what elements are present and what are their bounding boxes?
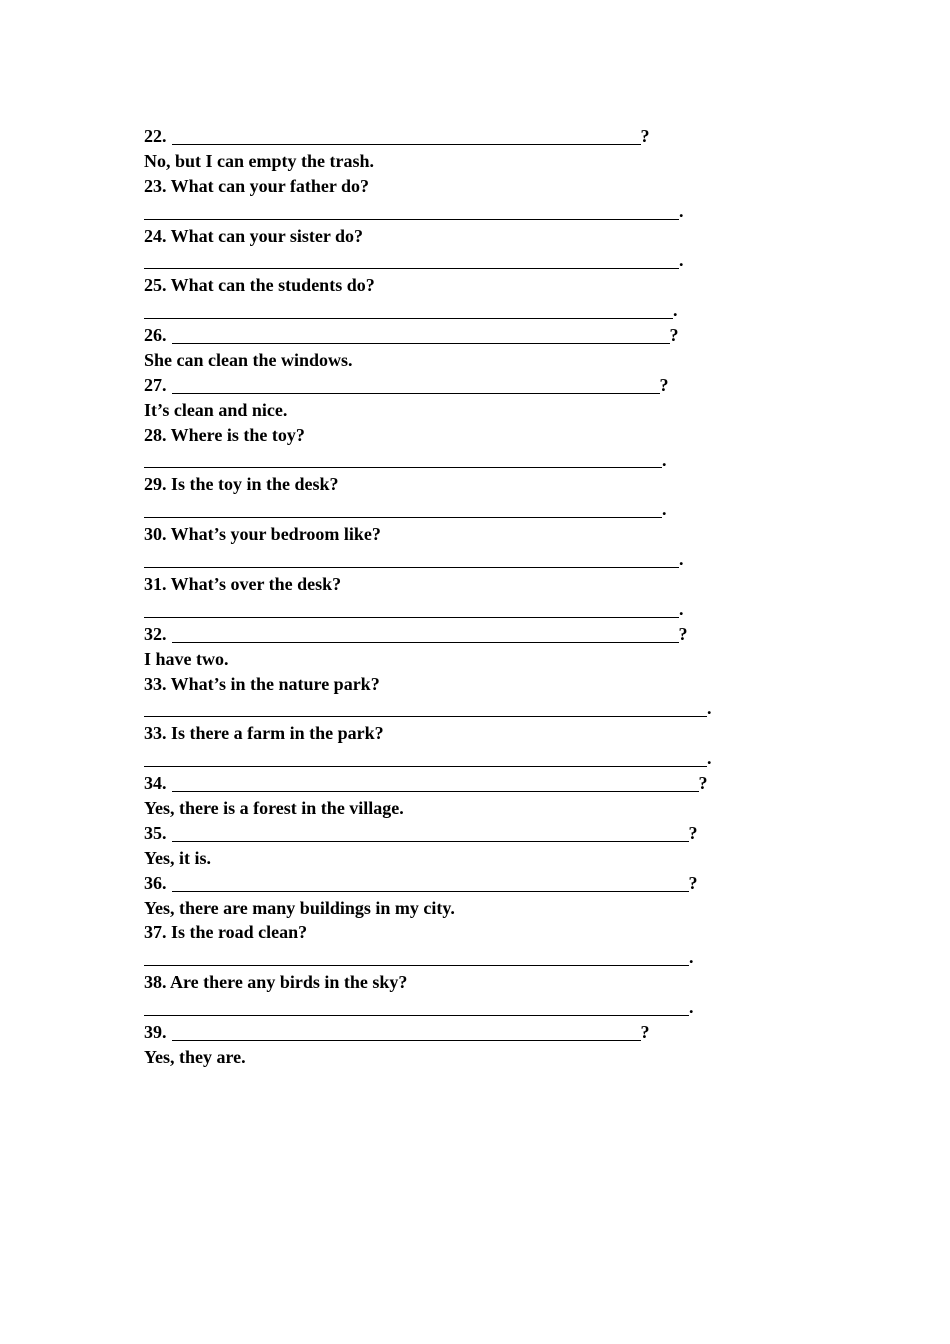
answer-blank[interactable] — [144, 501, 662, 518]
question-number: 35. — [144, 822, 167, 843]
question-number: 34. — [144, 773, 167, 794]
question-number: 39. — [144, 1022, 167, 1043]
answer-blank[interactable] — [172, 626, 679, 643]
question-number: 27. — [144, 374, 167, 395]
line-text: 33. Is there a farm in the park? — [144, 723, 384, 744]
end-punctuation: ? — [688, 872, 698, 893]
line-text: Yes, there are many buildings in my city. — [144, 897, 455, 918]
text-line — [144, 348, 864, 373]
answer-blank[interactable] — [144, 949, 689, 966]
end-punctuation: . — [689, 947, 694, 968]
answer-blank[interactable] — [172, 1024, 641, 1041]
answer-blank[interactable] — [172, 327, 670, 344]
end-punctuation: . — [679, 200, 684, 221]
end-punctuation: ? — [640, 125, 650, 146]
line-text: 38. Are there any birds in the sky? — [144, 972, 408, 993]
line-text: 23. What can your father do? — [144, 175, 370, 196]
answer-blank[interactable] — [172, 128, 641, 145]
text-line — [144, 796, 864, 821]
line-text: 24. What can your sister do? — [144, 225, 364, 246]
answer-blank-line — [144, 248, 864, 273]
text-line — [144, 846, 864, 871]
line-text: Yes, they are. — [144, 1046, 246, 1067]
question-blank-line — [144, 821, 864, 846]
line-text: I have two. — [144, 648, 229, 669]
text-line — [144, 672, 864, 697]
line-text: Yes, there is a forest in the village. — [144, 798, 404, 819]
answer-blank-line — [144, 746, 864, 771]
end-punctuation: . — [662, 449, 667, 470]
answer-blank-line — [144, 497, 864, 522]
question-blank-line — [144, 871, 864, 896]
question-blank-line — [144, 373, 864, 398]
question-number: 22. — [144, 125, 167, 146]
end-punctuation: ? — [659, 374, 669, 395]
text-line — [144, 647, 864, 672]
text-line — [144, 174, 864, 199]
end-punctuation: . — [679, 549, 684, 570]
end-punctuation: . — [679, 598, 684, 619]
line-text: 37. Is the road clean? — [144, 922, 308, 943]
answer-blank-line — [144, 547, 864, 572]
line-text: No, but I can empty the trash. — [144, 150, 375, 171]
text-line — [144, 921, 864, 946]
end-punctuation: . — [679, 250, 684, 271]
end-punctuation: ? — [698, 773, 708, 794]
answer-blank[interactable] — [144, 601, 679, 618]
answer-blank-line — [144, 597, 864, 622]
text-line — [144, 149, 864, 174]
line-text: It’s clean and nice. — [144, 399, 288, 420]
question-blank-line — [144, 124, 864, 149]
text-line — [144, 472, 864, 497]
line-text: She can clean the windows. — [144, 350, 353, 370]
end-punctuation: . — [707, 748, 712, 769]
answer-blank[interactable] — [144, 451, 662, 468]
answer-blank-line — [144, 696, 864, 721]
answer-blank[interactable] — [144, 551, 679, 568]
answer-blank[interactable] — [144, 750, 707, 767]
answer-blank[interactable] — [144, 252, 679, 269]
question-blank-line — [144, 323, 864, 348]
text-line — [144, 1045, 864, 1070]
answer-blank-line — [144, 448, 864, 473]
answer-blank[interactable] — [144, 302, 673, 319]
answer-blank[interactable] — [144, 999, 689, 1016]
text-line — [144, 423, 864, 448]
end-punctuation: . — [662, 499, 667, 520]
line-text: Yes, it is. — [144, 847, 211, 868]
question-blank-line — [144, 1020, 864, 1045]
text-line — [144, 398, 864, 423]
text-line — [144, 721, 864, 746]
text-line — [144, 224, 864, 249]
line-text: 28. Where is the toy? — [144, 424, 305, 445]
answer-blank-line — [144, 199, 864, 224]
answer-blank[interactable] — [172, 377, 660, 394]
end-punctuation: . — [689, 997, 694, 1018]
text-line — [144, 522, 864, 547]
end-punctuation: ? — [678, 623, 688, 644]
line-text: 30. What’s your bedroom like? — [144, 524, 381, 545]
line-text: 25. What can the students do? — [144, 275, 375, 296]
text-line — [144, 896, 864, 921]
end-punctuation: . — [707, 698, 712, 719]
end-punctuation: . — [673, 300, 678, 321]
question-number: 26. — [144, 325, 167, 346]
text-line — [144, 970, 864, 995]
answer-blank-line — [144, 298, 864, 323]
question-blank-line — [144, 771, 864, 796]
text-line — [144, 572, 864, 597]
end-punctuation: ? — [640, 1022, 650, 1043]
answer-blank-line — [144, 995, 864, 1020]
answer-blank-line — [144, 945, 864, 970]
text-line — [144, 273, 864, 298]
end-punctuation: ? — [688, 822, 698, 843]
worksheet-page — [144, 124, 864, 1070]
line-text: 31. What’s over the desk? — [144, 574, 342, 595]
question-blank-line — [144, 622, 864, 647]
answer-blank[interactable] — [144, 203, 679, 220]
answer-blank[interactable] — [172, 825, 689, 842]
answer-blank[interactable] — [172, 875, 689, 892]
question-number: 36. — [144, 872, 167, 893]
answer-blank[interactable] — [172, 775, 699, 792]
line-text: 29. Is the toy in the desk? — [144, 474, 339, 495]
line-text: 33. What’s in the nature park? — [144, 673, 380, 694]
answer-blank[interactable] — [144, 700, 707, 717]
end-punctuation: ? — [669, 325, 679, 346]
question-number: 32. — [144, 623, 167, 644]
